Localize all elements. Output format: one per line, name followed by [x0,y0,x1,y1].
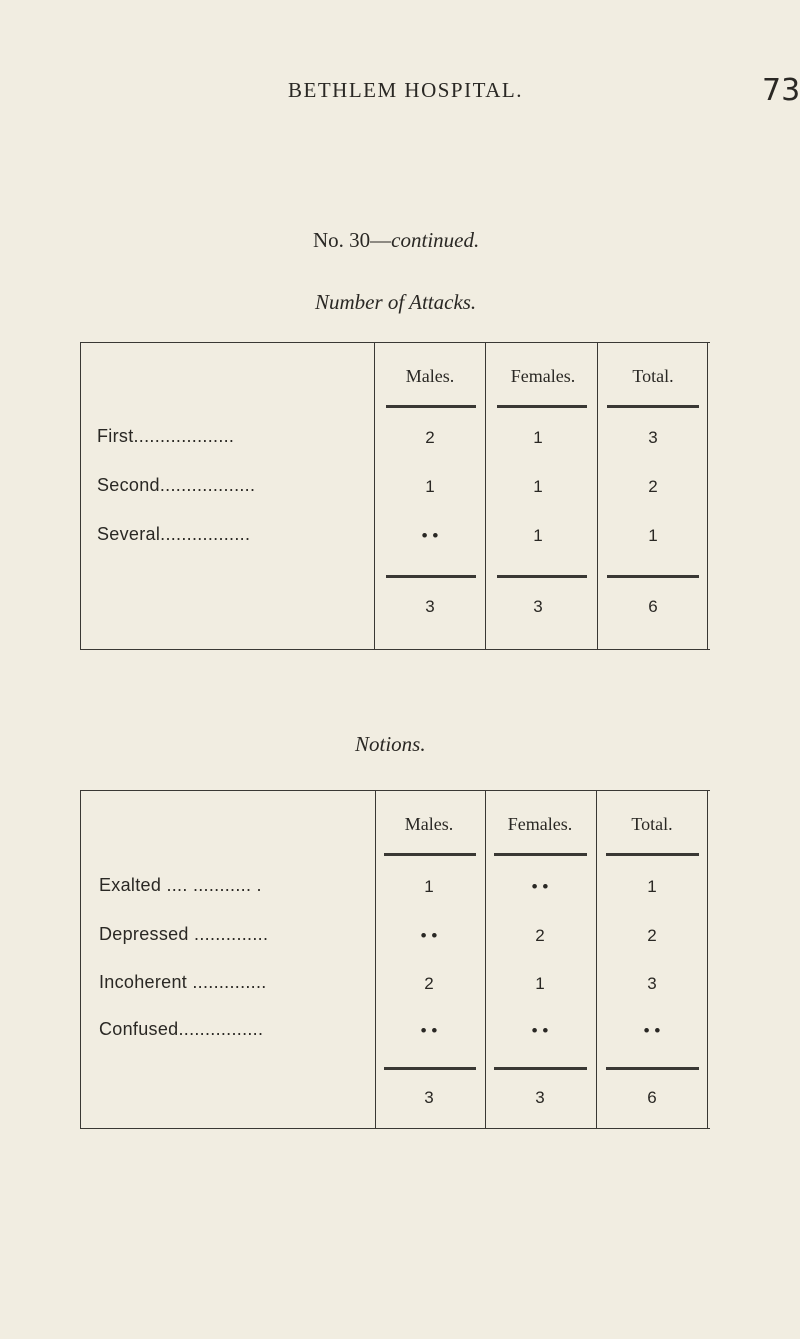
attacks-row-label: First................... [97,426,235,446]
notions-cell: 1 [535,974,545,993]
notions-row-label: Exalted .... ........... . [99,875,262,895]
attacks-col-divider-1 [374,342,375,649]
attacks-cell: 2 [648,477,658,496]
notions-cell: 1 [424,877,434,896]
attacks-header-rule-males [386,405,476,408]
notions-left-rule [80,790,81,1128]
notions-row-label: Confused................ [99,1019,264,1039]
attacks-left-rule [80,342,81,649]
attacks-cell: 1 [533,428,543,447]
attacks-total-cell: 3 [425,597,435,616]
notions-cell: 2 [424,974,434,993]
attacks-total-rule-total [607,575,699,578]
attacks-col-divider-2 [485,342,486,649]
attacks-bottom-rule [80,649,710,650]
attacks-top-rule [80,342,710,343]
notions-total-cell: 3 [535,1088,545,1107]
notions-cell: 2 [535,926,545,945]
attacks-cell: 3 [648,428,658,447]
attacks-total-cell: 3 [533,597,543,616]
attacks-right-rule [707,342,708,649]
notions-cell: • • [531,1021,549,1040]
attacks-cell: 1 [533,477,543,496]
attacks-cell: 1 [648,526,658,545]
page-number: 73 [762,73,800,108]
attacks-cell: 2 [425,428,435,447]
notions-col-divider-1 [375,790,376,1128]
notions-cell: 1 [647,877,657,896]
notions-cell: • • [420,926,438,945]
attacks-header-males: Males. [405,366,455,386]
notions-total-rule-females [494,1067,587,1070]
notions-header-females: Females. [507,814,573,834]
notions-header-rule-males [384,853,476,856]
notions-col-divider-2 [485,790,486,1128]
notions-total-cell: 6 [647,1088,657,1107]
attacks-row-label: Second.................. [97,475,256,495]
notions-cell: • • [420,1021,438,1040]
table-caption [313,228,479,253]
notions-right-rule [707,790,708,1128]
attacks-header-females: Females. [510,366,576,386]
caption-continued: continued. [391,228,480,252]
attacks-header-rule-females [497,405,587,408]
notions-cell: • • [531,877,549,896]
attacks-total-rule-males [386,575,476,578]
attacks-total-cell: 6 [648,597,658,616]
notions-total-cell: 3 [424,1088,434,1107]
notions-header-total: Total. [631,814,673,834]
notions-row-label: Incoherent .............. [99,972,267,992]
notions-table-title: Notions. [355,732,426,756]
notions-cell: • • [643,1021,661,1040]
notions-col-divider-3 [596,790,597,1128]
notions-top-rule [80,790,710,791]
attacks-total-rule-females [497,575,587,578]
attacks-col-divider-3 [597,342,598,649]
notions-cell: 2 [647,926,657,945]
notions-header-males: Males. [404,814,454,834]
attacks-cell: 1 [533,526,543,545]
notions-header-rule-females [494,853,587,856]
attacks-row-label: Several................. [97,524,251,544]
notions-total-rule-males [384,1067,476,1070]
caption-number: No. 30— [313,228,392,252]
attacks-header-total: Total. [632,366,674,386]
notions-cell: 3 [647,974,657,993]
attacks-header-rule-total [607,405,699,408]
attacks-table-title: Number of Attacks. [315,290,477,314]
notions-total-rule-total [606,1067,699,1070]
notions-header-rule-total [606,853,699,856]
notions-row-label: Depressed .............. [99,924,269,944]
attacks-cell: • • [421,526,439,545]
notions-bottom-rule [80,1128,710,1129]
running-head: BETHLEM HOSPITAL. [288,78,523,102]
attacks-cell: 1 [425,477,435,496]
